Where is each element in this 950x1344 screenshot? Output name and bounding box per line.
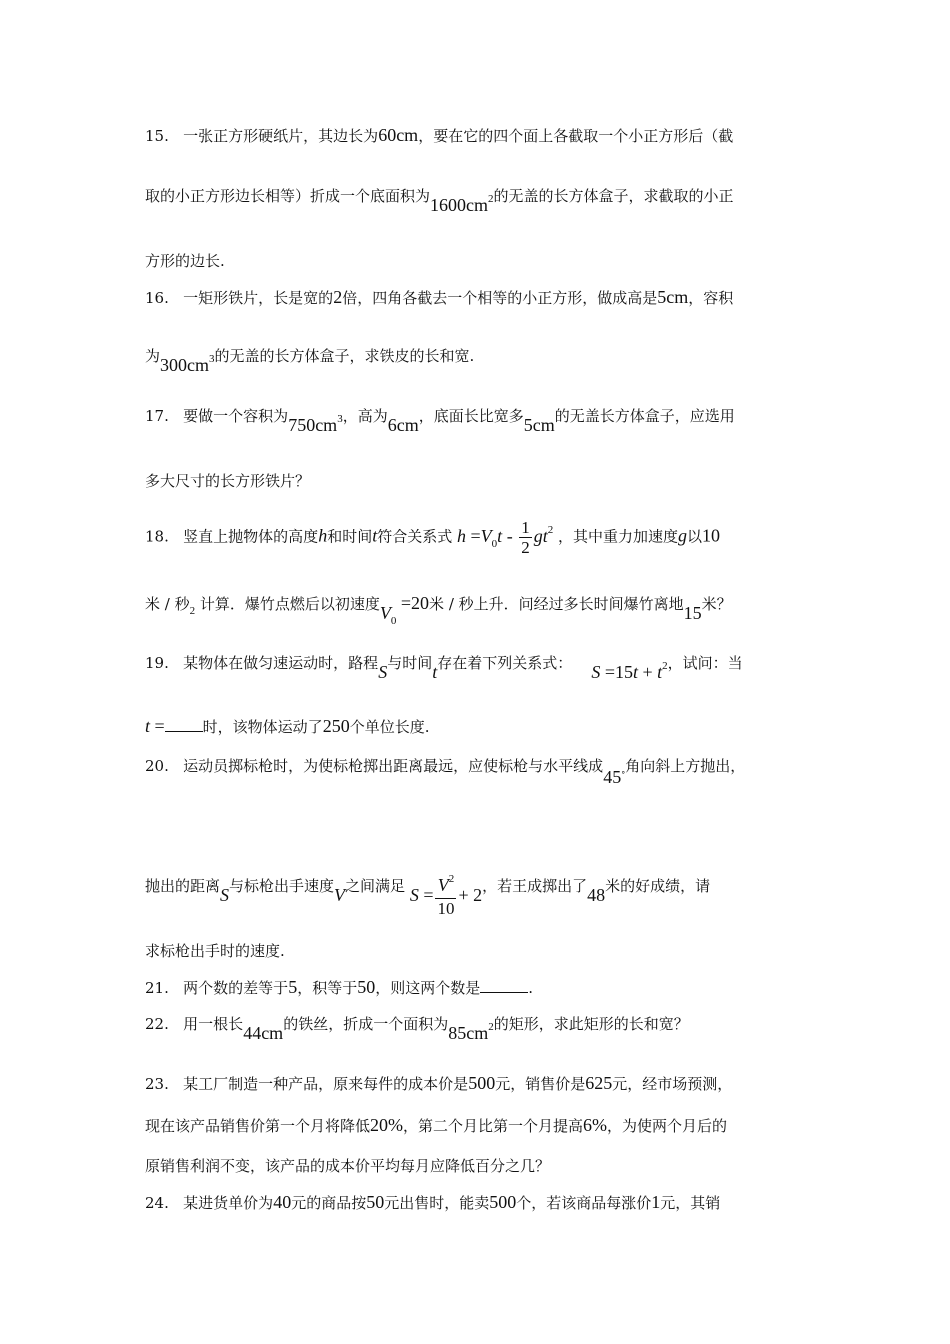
q19-line-2: t = 时，该物体运动了250个单位长度. — [145, 716, 430, 736]
q20-line-3: 求标枪出手时的速度. — [145, 942, 285, 960]
q23-line-3: 原销售利润不变，该产品的成本价平均每月应降低百分之几？ — [145, 1157, 551, 1175]
q19-line-1: 19. 某物体在做匀速运动时，路程S与时间t存在着下列关系式： $S =15t + t^2$，试问：当 — [145, 654, 743, 682]
q17-line-1: 17. 要做一个容积为$750cm^3$，高为6cm，底面长比宽多5cm的无盖长方体盒子，应选用 — [145, 407, 735, 435]
q16-line-1: 16. 一矩形铁片，长是宽的2倍，四角各截去一个相等的小正方形，做成高是5cm，容积 — [145, 287, 734, 307]
q18-formula: $h =V_0t$ - $\frac{1}{2}$ $gt^2$ — [457, 518, 554, 557]
q23-line-2: 现在该产品销售价第一个月将降低20%，第二个月比第一个月提高6%，为使两个月后的 — [145, 1115, 728, 1135]
q18-fraction: $\frac{1}{2}$ — [521, 518, 530, 557]
q19-answer-blank[interactable] — [165, 717, 203, 732]
q15-line-1: 15. 一张正方形硬纸片，其边长为60cm，要在它的四个面上各截取一个小正方形后（截 — [145, 125, 734, 145]
q20-line-2: 抛出的距离S与标枪出手速度V之间满足 S = $\frac{V^2}{10}$ + 2，若王成掷出了48米的好成绩，请 — [145, 873, 711, 918]
q23-line-1: 23. 某工厂制造一种产品，原来每件的成本价是500元，销售价是625元，经市场预测， — [145, 1073, 733, 1093]
q21-number: 21. — [145, 979, 169, 997]
q17-line-2: 多大尺寸的长方形铁片？ — [145, 472, 311, 490]
q17-number: 17. — [145, 407, 169, 425]
q21-answer-blank[interactable] — [480, 978, 528, 993]
q20-formula: S = $\frac{V^2}{10}$ + 2 — [409, 873, 483, 918]
q22-number: 22. — [145, 1015, 169, 1033]
q20-line-1: 20. 运动员掷标枪时，为使标枪掷出距离最远，应使标枪与水平线成45°角向斜上方抛出， — [145, 757, 746, 787]
q24-line-1: 24. 某进货单价为40元的商品按50元出售时，能卖500个，若该商品每涨价1元，其销 — [145, 1192, 721, 1212]
q20-fraction: $\frac{V^2}{10}$ — [437, 873, 455, 918]
q16-number: 16. — [145, 289, 169, 307]
q19-formula: $S =15t + t^2$ — [591, 660, 668, 682]
q16-line-2: 为$300cm^3$的无盖的长方体盒子，求铁皮的长和宽. — [145, 347, 475, 375]
q18-number: 18. — [145, 527, 169, 546]
q22-line-1: 22. 用一根长44cm的铁丝，折成一个面积为$85cm^2$的矩形，求此矩形的长和宽？ — [145, 1015, 689, 1043]
q15-line-2: 取的小正方形边长相等）折成一个底面积为$1600cm^2$的无盖的长方体盒子，求截取的小正 — [145, 187, 734, 215]
q21-line-1: 21. 两个数的差等于5，积等于50，则这两个数是 . — [145, 977, 533, 997]
q15-number: 15. — [145, 127, 169, 145]
q15-line-3: 方形的边长. — [145, 252, 225, 270]
q24-number: 24. — [145, 1194, 169, 1212]
q19-number: 19. — [145, 654, 169, 672]
q18-line-2: 米 / 秒$_2$ 计算．爆竹点燃后以初速度$V_0 =20$米 / 秒上升．问经过多长时间爆竹离地15米？ — [145, 593, 732, 627]
q23-number: 23. — [145, 1075, 169, 1093]
q20-number: 20. — [145, 757, 169, 775]
q18-line-1: 18. 竖直上抛物体的高度h和时间t符合关系式 $h =V_0t$ - $\frac{1}{2}$ $gt^2$ ，其中重力加速度g以10 — [145, 518, 721, 557]
